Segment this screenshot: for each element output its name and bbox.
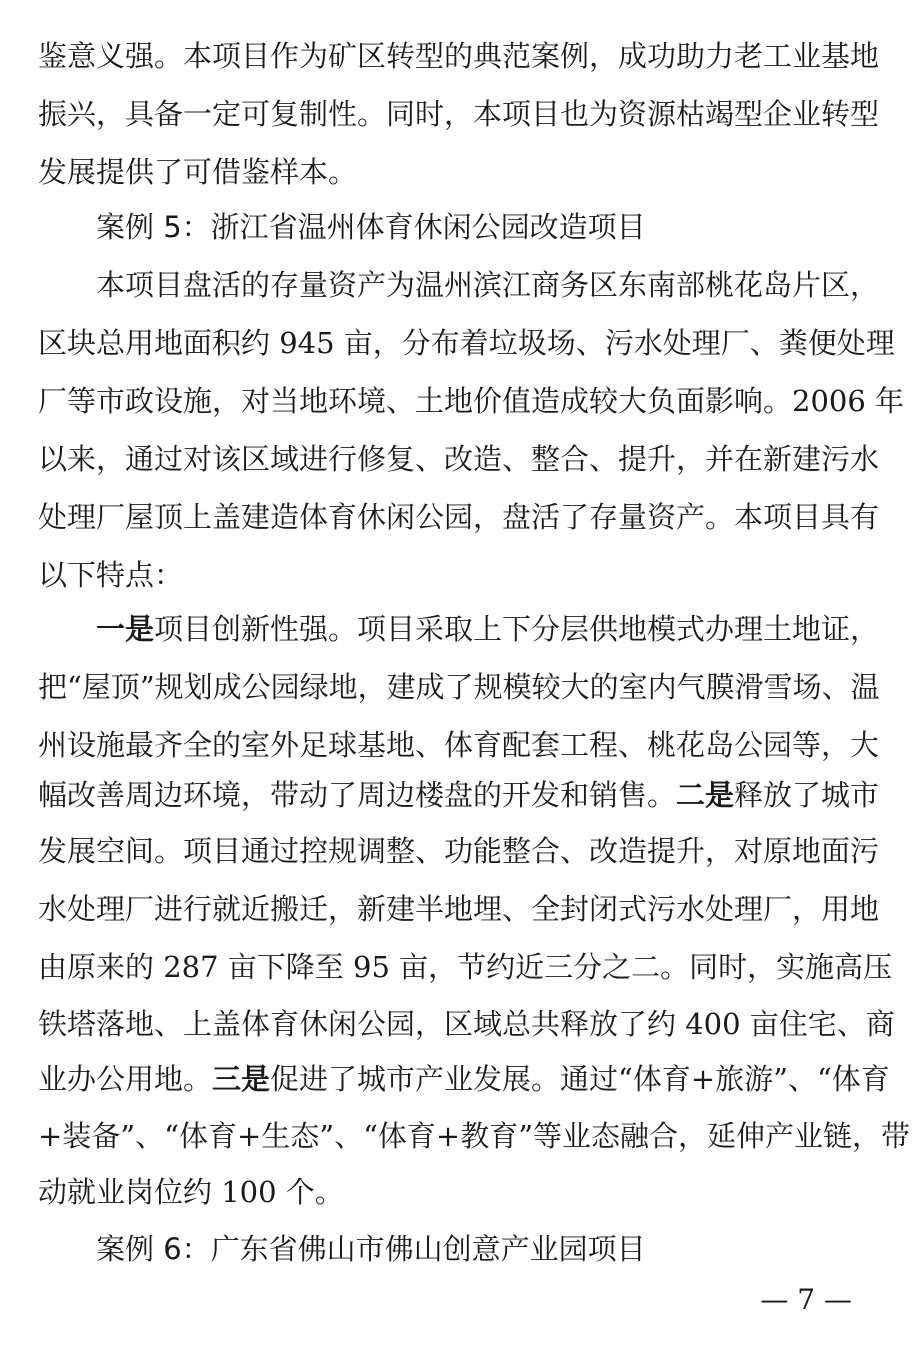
text-line: +装备”、“体育+生态”、“体育+教育”等业态融合，延伸产业链，带 xyxy=(38,1119,911,1153)
text-line: 发展提供了可借鉴样本。 xyxy=(38,155,358,189)
text-span: 促进了城市产业发展。通过“体育+旅游”、“体育 xyxy=(270,1062,890,1096)
text-line: 铁塔落地、上盖体育休闲公园，区域总共释放了约 400 亩住宅、商 xyxy=(38,1007,895,1041)
case-heading: 案例 6：广东省佛山市佛山创意产业园项目 xyxy=(96,1232,646,1266)
text-span: 项目创新性强。项目采取上下分层供地模式办理土地证， xyxy=(154,612,880,646)
text-span: 幅改善周边环境，带动了周边楼盘的开发和销售。 xyxy=(38,778,677,812)
text-line: 以来，通过对该区域进行修复、改造、整合、提升，并在新建污水 xyxy=(38,442,880,476)
page-number: — 7 — xyxy=(760,1283,852,1316)
text-line xyxy=(96,600,880,658)
text-line: 水处理厂进行就近搬迁，新建半地埋、全封闭式污水处理厂，用地 xyxy=(38,892,880,926)
text-line xyxy=(38,766,878,824)
text-line: 动就业岗位约 100 个。 xyxy=(38,1175,344,1209)
text-line: 州设施最齐全的室外足球基地、体育配套工程、桃花岛公园等，大 xyxy=(38,728,880,762)
text-line xyxy=(38,1050,890,1108)
point-three-label: 三是 xyxy=(212,1062,271,1096)
point-one-label: 一是 xyxy=(96,612,155,646)
text-line: 把“屋顶”规划成公园绿地，建成了规模较大的室内气膜滑雪场、温 xyxy=(38,670,880,704)
text-span: 释放了城市 xyxy=(734,778,880,812)
text-line: 本项目盘活的存量资产为温州滨江商务区东南部桃花岛片区， xyxy=(96,268,880,302)
text-line: 鉴意义强。本项目作为矿区转型的典范案例，成功助力老工业基地 xyxy=(38,39,880,73)
point-two-label: 二是 xyxy=(676,778,735,812)
text-line: 处理厂屋顶上盖建造体育休闲公园，盘活了存量资产。本项目具有 xyxy=(38,500,880,534)
text-span: 业办公用地。 xyxy=(38,1062,213,1096)
case-heading: 案例 5：浙江省温州体育休闲公园改造项目 xyxy=(96,210,646,244)
text-line: 发展空间。项目通过控规调整、功能整合、改造提升，对原地面污 xyxy=(38,834,880,868)
text-line: 以下特点： xyxy=(38,558,184,592)
text-line: 厂等市政设施，对当地环境、土地价值造成较大负面影响。2006 年 xyxy=(38,384,905,418)
text-line: 由原来的 287 亩下降至 95 亩，节约近三分之二。同时，实施高压 xyxy=(38,950,893,984)
text-line: 振兴，具备一定可复制性。同时，本项目也为资源枯竭型企业转型 xyxy=(38,97,880,131)
text-line: 区块总用地面积约 945 亩，分布着垃圾场、污水处理厂、粪便处理 xyxy=(38,326,895,360)
